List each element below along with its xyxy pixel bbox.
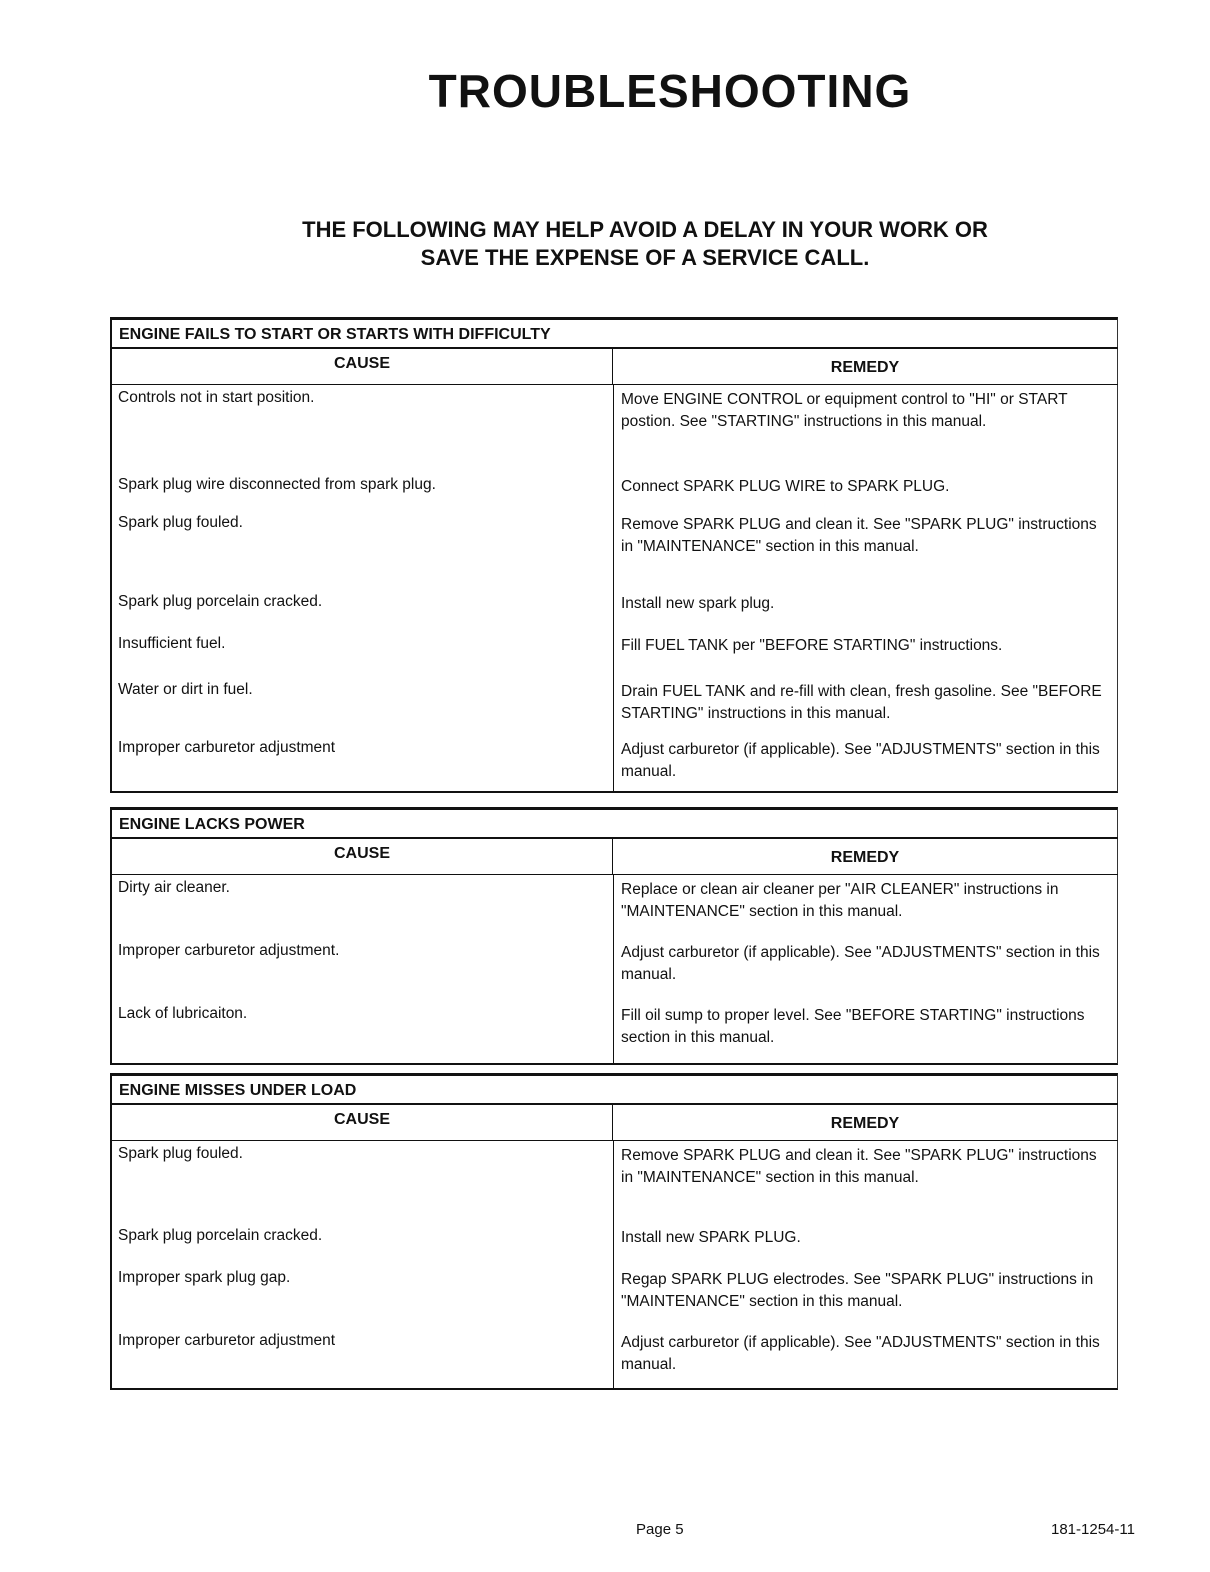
- troubleshooting-rows: [110, 875, 1118, 1065]
- table-row: [112, 1328, 1117, 1388]
- cause-cell: Improper carburetor adjustment: [118, 1332, 336, 1349]
- subtitle-line-1: THE FOLLOWING MAY HELP AVOID A DELAY IN YOUR WORK OR: [302, 217, 988, 242]
- cause-column-header: CAUSE: [110, 1105, 613, 1140]
- table-row: [112, 677, 1117, 735]
- remedy-cell: Adjust carburetor (if applicable). See "ADJUSTMENTS" section in this manual.: [621, 741, 1100, 780]
- troubleshooting-rows: [110, 385, 1118, 793]
- remedy-cell: Adjust carburetor (if applicable). See "ADJUSTMENTS" section in this manual.: [621, 1334, 1100, 1373]
- table-row: [112, 1265, 1117, 1328]
- section-fails-to-start: [110, 317, 1118, 793]
- section-heading: ENGINE LACKS POWER: [110, 807, 1118, 837]
- remedy-cell: Install new spark plug.: [621, 595, 775, 612]
- cause-cell: Spark plug fouled.: [118, 1145, 243, 1162]
- cause-cell: Lack of lubricaiton.: [118, 1005, 248, 1022]
- column-header-row: [110, 347, 1118, 385]
- table-row: [112, 1223, 1117, 1265]
- section-heading: ENGINE FAILS TO START OR STARTS WITH DIFFICULTY: [110, 317, 1118, 347]
- cause-cell: Improper carburetor adjustment: [118, 739, 336, 756]
- remedy-cell: Install new SPARK PLUG.: [621, 1229, 801, 1246]
- table-row: [112, 875, 1117, 938]
- table-row: [112, 472, 1117, 510]
- remedy-column-header: REMEDY: [613, 349, 1118, 384]
- cause-cell: Improper carburetor adjustment.: [118, 942, 340, 959]
- remedy-cell: Adjust carburetor (if applicable). See "ADJUSTMENTS" section in this manual.: [621, 944, 1100, 983]
- section-lacks-power: [110, 807, 1118, 1065]
- cause-cell: Insufficient fuel.: [118, 635, 226, 652]
- remedy-cell: Connect SPARK PLUG WIRE to SPARK PLUG.: [621, 478, 950, 495]
- section-heading: ENGINE MISSES UNDER LOAD: [110, 1073, 1118, 1103]
- column-header-row: [110, 1103, 1118, 1141]
- table-row: [112, 589, 1117, 631]
- cause-cell: Water or dirt in fuel.: [118, 681, 253, 698]
- table-row: [112, 1001, 1117, 1063]
- column-header-row: [110, 837, 1118, 875]
- table-row: [112, 385, 1117, 472]
- subtitle: [0, 216, 1210, 272]
- remedy-cell: Move ENGINE CONTROL or equipment control to "HI" or START postion. See "STARTING" instructions in this manual.: [621, 391, 1068, 430]
- table-row: [112, 938, 1117, 1001]
- remedy-cell: Fill FUEL TANK per "BEFORE STARTING" instructions.: [621, 637, 1003, 654]
- cause-cell: Spark plug porcelain cracked.: [118, 1227, 323, 1244]
- table-row: [112, 735, 1117, 791]
- page-title: TROUBLESHOOTING: [428, 65, 912, 117]
- remedy-cell: Remove SPARK PLUG and clean it. See "SPARK PLUG" instructions in "MAINTENANCE" section in this manual.: [621, 516, 1097, 555]
- remedy-cell: Replace or clean air cleaner per "AIR CLEANER" instructions in "MAINTENANCE" section in this manual.: [621, 881, 1059, 920]
- cause-column-header: CAUSE: [110, 839, 613, 874]
- remedy-cell: Remove SPARK PLUG and clean it. See "SPARK PLUG" instructions in "MAINTENANCE" section in this manual.: [621, 1147, 1097, 1186]
- document-number: 181-1254-11: [1051, 1521, 1135, 1538]
- remedy-column-header: REMEDY: [613, 1105, 1118, 1140]
- subtitle-line-2: SAVE THE EXPENSE OF A SERVICE CALL.: [420, 245, 870, 270]
- cause-cell: Controls not in start position.: [118, 389, 315, 406]
- cause-cell: Spark plug wire disconnected from spark plug.: [118, 476, 436, 493]
- cause-cell: Spark plug porcelain cracked.: [118, 593, 323, 610]
- remedy-column-header: REMEDY: [613, 839, 1118, 874]
- remedy-cell: Drain FUEL TANK and re-fill with clean, fresh gasoline. See "BEFORE STARTING" instructions in this manual.: [621, 683, 1102, 722]
- cause-column-header: CAUSE: [110, 349, 613, 384]
- cause-cell: Dirty air cleaner.: [118, 879, 230, 896]
- troubleshooting-rows: [110, 1141, 1118, 1390]
- cause-cell: Improper spark plug gap.: [118, 1269, 291, 1286]
- cause-cell: Spark plug fouled.: [118, 514, 243, 531]
- table-row: [112, 510, 1117, 589]
- table-row: [112, 631, 1117, 677]
- section-misses-under-load: [110, 1073, 1118, 1390]
- remedy-cell: Fill oil sump to proper level. See "BEFORE STARTING" instructions section in this manual.: [621, 1007, 1085, 1046]
- table-row: [112, 1141, 1117, 1223]
- page-number: Page 5: [636, 1521, 684, 1538]
- remedy-cell: Regap SPARK PLUG electrodes. See "SPARK PLUG" instructions in "MAINTENANCE" section in this manual.: [621, 1271, 1094, 1310]
